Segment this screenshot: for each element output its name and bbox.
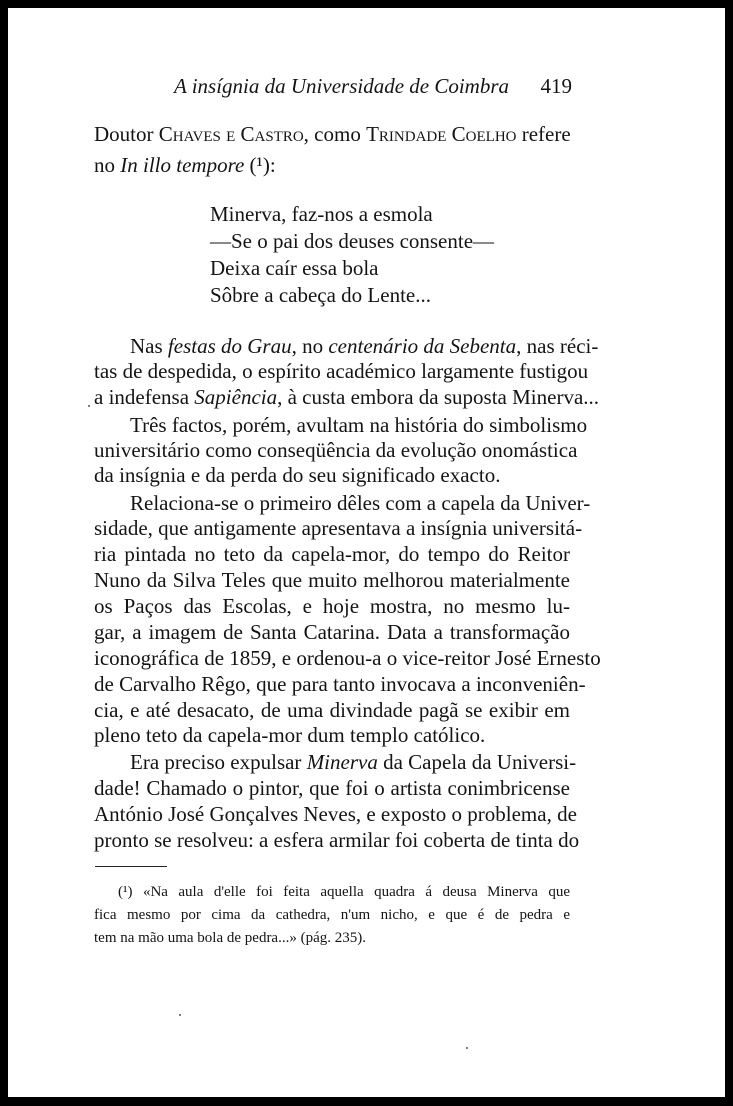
text-line: pronto se resolveu: a esfera armilar foi coberta de tinta do — [94, 828, 580, 852]
text-line: da insígnia e da perda do seu significado exacto. — [94, 463, 501, 487]
text-line: gar, a imagem de Santa Catarina. Data a transformação — [94, 620, 570, 644]
text-line: ria pintada no teto da capela-mor, do tempo do Reitor — [94, 542, 570, 566]
scan-speck — [179, 1014, 181, 1016]
text-line: sidade, que antigamente apresentava a insígnia universitá- — [94, 516, 583, 540]
text-line: Três factos, porém, avultam na história do simbolismo — [130, 413, 588, 437]
text-line: Era preciso expulsar Minerva da Capela da Universi- — [130, 750, 577, 774]
scan-speck — [466, 1047, 468, 1049]
text-line: de Carvalho Rêgo, que para tanto invocava a inconveniên- — [94, 672, 586, 696]
footnote-line: (¹) «Na aula d'elle foi feita aquella quadra á deusa Minerva que — [118, 884, 570, 900]
text-line: a indefensa Sapiência, à custa embora da suposta Minerva... — [94, 385, 600, 409]
text-line: os Paços das Escolas, e hoje mostra, no mesmo lu- — [94, 594, 570, 618]
verse-line: Deixa caír essa bola — [210, 256, 379, 280]
running-header — [94, 74, 572, 104]
scan-speck — [88, 405, 90, 407]
text-line: iconográfica de 1859, e ordenou-a o vice-reitor José Ernesto — [94, 646, 601, 670]
verse-line: Sôbre a cabeça do Lente... — [210, 283, 431, 307]
text-line: Nas festas do Grau, no centenário da Sebenta, nas réci- — [130, 334, 599, 358]
text-line: pleno teto da capela-mor dum templo católico. — [94, 723, 486, 747]
text-line: Nuno da Silva Teles que muito melhorou materialmente — [94, 568, 570, 592]
verse-line: Minerva, faz-nos a esmola — [210, 202, 433, 226]
text-line: António José Gonçalves Neves, e exposto o problema, de — [94, 802, 577, 826]
footnote-line: fica mesmo por cima da cathedra, n'um nicho, e que é de pedra e — [94, 907, 570, 923]
text-line: universitário como conseqüência da evolução onomástica — [94, 438, 578, 462]
page-number: 419 — [540, 74, 572, 98]
text-line: no In illo tempore (¹): — [94, 153, 276, 177]
text-line: tas de despedida, o espírito académico largamente fustigou — [94, 359, 589, 383]
verse-line: —Se o pai dos deuses consente— — [210, 229, 495, 253]
text-line: Doutor Chaves e Castro, como Trindade Coelho refere — [94, 122, 571, 146]
text-line: cia, e até desacato, de uma divindade pagã se exibir em — [94, 698, 570, 722]
footnote-line: tem na mão uma bola de pedra...» (pág. 235). — [94, 930, 366, 946]
footnote-rule — [95, 866, 167, 867]
running-title: A insígnia da Universidade de Coimbra — [174, 74, 510, 98]
text-line: Relaciona-se o primeiro dêles com a capela da Univer- — [130, 491, 591, 515]
text-line: dade! Chamado o pintor, que foi o artista conimbricense — [94, 776, 570, 800]
